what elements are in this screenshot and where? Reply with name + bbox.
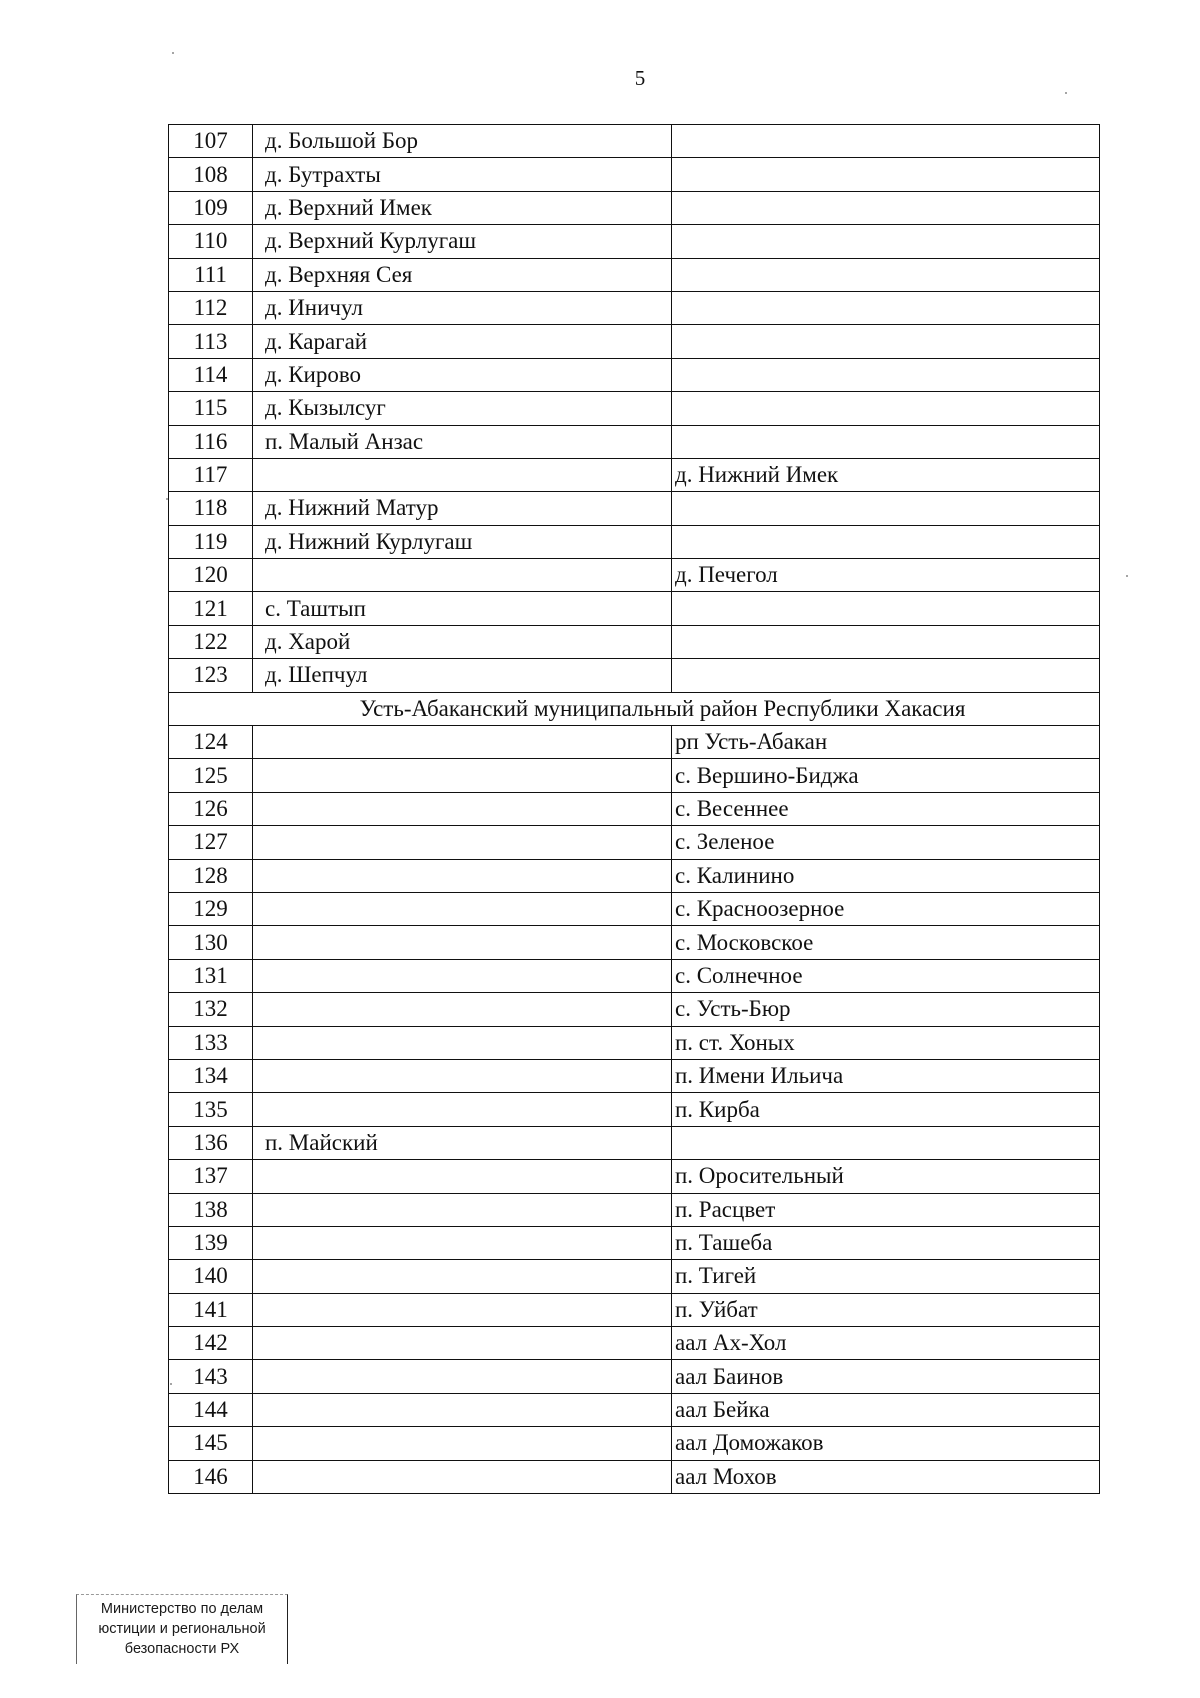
settlement-cell-col-a: д. Кирово bbox=[253, 358, 672, 391]
row-number-cell: 134 bbox=[169, 1059, 253, 1092]
settlement-cell-col-a: д. Харой bbox=[253, 625, 672, 658]
settlement-cell-col-b bbox=[672, 158, 1100, 191]
settlement-cell-col-a bbox=[253, 926, 672, 959]
table-row bbox=[169, 1193, 1100, 1226]
settlement-cell-col-b bbox=[672, 358, 1100, 391]
row-number-cell: 107 bbox=[169, 125, 253, 158]
settlement-cell-col-b bbox=[672, 291, 1100, 324]
settlement-cell-col-b bbox=[672, 625, 1100, 658]
row-number-cell: 142 bbox=[169, 1327, 253, 1360]
settlement-cell-col-a bbox=[253, 1226, 672, 1259]
settlement-cell-col-b: аал Бейка bbox=[672, 1393, 1100, 1426]
settlement-cell-col-a: д. Кызылсуг bbox=[253, 392, 672, 425]
table-row bbox=[169, 1160, 1100, 1193]
settlement-cell-col-a: д. Большой Бор bbox=[253, 125, 672, 158]
stamp-line-2: юстиции и региональной bbox=[98, 1621, 266, 1637]
table-row bbox=[169, 425, 1100, 458]
table-row bbox=[169, 458, 1100, 491]
row-number-cell: 126 bbox=[169, 792, 253, 825]
settlement-cell-col-b: с. Калинино bbox=[672, 859, 1100, 892]
row-number-cell: 111 bbox=[169, 258, 253, 291]
table-row bbox=[169, 559, 1100, 592]
settlement-cell-col-a: д. Нижний Матур bbox=[253, 492, 672, 525]
row-number-cell: 114 bbox=[169, 358, 253, 391]
table-row bbox=[169, 492, 1100, 525]
scan-speck bbox=[170, 1383, 172, 1385]
settlement-cell-col-a bbox=[253, 726, 672, 759]
settlement-cell-col-b: д. Печегол bbox=[672, 559, 1100, 592]
row-number-cell: 141 bbox=[169, 1293, 253, 1326]
table-section-row bbox=[169, 692, 1100, 725]
settlement-cell-col-b: п. Кирба bbox=[672, 1093, 1100, 1126]
settlement-cell-col-b: с. Вершино-Биджа bbox=[672, 759, 1100, 792]
table-row bbox=[169, 291, 1100, 324]
table-row bbox=[169, 392, 1100, 425]
table-row bbox=[169, 258, 1100, 291]
table-row bbox=[169, 926, 1100, 959]
settlement-cell-col-a bbox=[253, 1160, 672, 1193]
table-row bbox=[169, 892, 1100, 925]
row-number-cell: 110 bbox=[169, 225, 253, 258]
row-number-cell: 138 bbox=[169, 1193, 253, 1226]
table-row bbox=[169, 1293, 1100, 1326]
settlement-cell-col-b bbox=[672, 1126, 1100, 1159]
settlement-cell-col-a bbox=[253, 458, 672, 491]
row-number-cell: 121 bbox=[169, 592, 253, 625]
settlement-cell-col-a: д. Карагай bbox=[253, 325, 672, 358]
table-row bbox=[169, 1026, 1100, 1059]
table-row bbox=[169, 959, 1100, 992]
table-row bbox=[169, 525, 1100, 558]
settlement-cell-col-a bbox=[253, 1327, 672, 1360]
table-row bbox=[169, 1226, 1100, 1259]
table-row bbox=[169, 125, 1100, 158]
settlement-cell-col-b: п. Ташеба bbox=[672, 1226, 1100, 1259]
settlement-cell-col-b: рп Усть-Абакан bbox=[672, 726, 1100, 759]
row-number-cell: 143 bbox=[169, 1360, 253, 1393]
row-number-cell: 123 bbox=[169, 659, 253, 692]
row-number-cell: 124 bbox=[169, 726, 253, 759]
row-number-cell: 130 bbox=[169, 926, 253, 959]
table-row bbox=[169, 1093, 1100, 1126]
row-number-cell: 122 bbox=[169, 625, 253, 658]
settlement-cell-col-b: п. Оросительный bbox=[672, 1160, 1100, 1193]
stamp-line-1: Министерство по делам bbox=[100, 1601, 264, 1617]
settlement-cell-col-a: с. Таштып bbox=[253, 592, 672, 625]
settlement-cell-col-b: п. Имени Ильича bbox=[672, 1059, 1100, 1092]
stamp-line-3: безопасности РХ bbox=[124, 1641, 240, 1657]
row-number-cell: 140 bbox=[169, 1260, 253, 1293]
settlement-cell-col-b bbox=[672, 191, 1100, 224]
settlement-cell-col-a bbox=[253, 759, 672, 792]
table-row bbox=[169, 759, 1100, 792]
row-number-cell: 108 bbox=[169, 158, 253, 191]
table-row bbox=[169, 191, 1100, 224]
scan-speck bbox=[1126, 575, 1128, 577]
row-number-cell: 137 bbox=[169, 1160, 253, 1193]
settlement-cell-col-b bbox=[672, 258, 1100, 291]
settlement-cell-col-a bbox=[253, 859, 672, 892]
settlement-cell-col-b: с. Весеннее bbox=[672, 792, 1100, 825]
settlement-cell-col-a bbox=[253, 1360, 672, 1393]
settlement-cell-col-a: д. Иничул bbox=[253, 291, 672, 324]
table-row bbox=[169, 826, 1100, 859]
table-row bbox=[169, 1393, 1100, 1426]
settlement-cell-col-b bbox=[672, 592, 1100, 625]
table-row bbox=[169, 726, 1100, 759]
settlement-cell-col-b: с. Солнечное bbox=[672, 959, 1100, 992]
settlement-cell-col-b: аал Ах-Хол bbox=[672, 1327, 1100, 1360]
settlements-table bbox=[168, 124, 1100, 1494]
settlement-cell-col-b bbox=[672, 492, 1100, 525]
settlement-cell-col-b: аал Доможаков bbox=[672, 1427, 1100, 1460]
settlement-cell-col-b: с. Усть-Бюр bbox=[672, 993, 1100, 1026]
settlement-cell-col-b: п. ст. Хоных bbox=[672, 1026, 1100, 1059]
settlement-cell-col-a: д. Верхний Имек bbox=[253, 191, 672, 224]
settlement-cell-col-a bbox=[253, 559, 672, 592]
settlement-cell-col-b bbox=[672, 659, 1100, 692]
table-row bbox=[169, 358, 1100, 391]
settlement-cell-col-a: д. Шепчул bbox=[253, 659, 672, 692]
settlement-cell-col-b: с. Красноозерное bbox=[672, 892, 1100, 925]
row-number-cell: 135 bbox=[169, 1093, 253, 1126]
row-number-cell: 144 bbox=[169, 1393, 253, 1426]
settlement-cell-col-a: п. Малый Анзас bbox=[253, 425, 672, 458]
table-row bbox=[169, 1059, 1100, 1092]
table-row bbox=[169, 625, 1100, 658]
table-row bbox=[169, 1327, 1100, 1360]
settlement-cell-col-a bbox=[253, 1193, 672, 1226]
page-number: 5 bbox=[634, 66, 646, 90]
settlement-cell-col-a bbox=[253, 959, 672, 992]
table-row bbox=[169, 592, 1100, 625]
row-number-cell: 128 bbox=[169, 859, 253, 892]
settlements-table-body bbox=[169, 125, 1100, 1494]
table-row bbox=[169, 325, 1100, 358]
settlement-cell-col-b: п. Тигей bbox=[672, 1260, 1100, 1293]
settlement-cell-col-a bbox=[253, 792, 672, 825]
row-number-cell: 139 bbox=[169, 1226, 253, 1259]
row-number-cell: 115 bbox=[169, 392, 253, 425]
table-row bbox=[169, 1460, 1100, 1493]
table-row bbox=[169, 1427, 1100, 1460]
row-number-cell: 132 bbox=[169, 993, 253, 1026]
settlement-cell-col-b: аал Мохов bbox=[672, 1460, 1100, 1493]
scan-speck bbox=[1065, 92, 1067, 94]
settlement-cell-col-b: аал Баинов bbox=[672, 1360, 1100, 1393]
settlement-cell-col-a bbox=[253, 993, 672, 1026]
settlement-cell-col-a: д. Верхний Курлугаш bbox=[253, 225, 672, 258]
table-row bbox=[169, 792, 1100, 825]
settlement-cell-col-b bbox=[672, 525, 1100, 558]
row-number-cell: 109 bbox=[169, 191, 253, 224]
settlement-cell-col-a bbox=[253, 1059, 672, 1092]
table-row bbox=[169, 659, 1100, 692]
table-row bbox=[169, 993, 1100, 1026]
settlement-cell-col-a bbox=[253, 1260, 672, 1293]
table-row bbox=[169, 1260, 1100, 1293]
table-row bbox=[169, 1126, 1100, 1159]
row-number-cell: 117 bbox=[169, 458, 253, 491]
table-row bbox=[169, 158, 1100, 191]
table-row bbox=[169, 1360, 1100, 1393]
settlement-cell-col-b bbox=[672, 392, 1100, 425]
settlement-cell-col-a bbox=[253, 1460, 672, 1493]
row-number-cell: 145 bbox=[169, 1427, 253, 1460]
row-number-cell: 116 bbox=[169, 425, 253, 458]
settlement-cell-col-a bbox=[253, 892, 672, 925]
row-number-cell: 131 bbox=[169, 959, 253, 992]
settlement-cell-col-b: п. Уйбат bbox=[672, 1293, 1100, 1326]
row-number-cell: 136 bbox=[169, 1126, 253, 1159]
settlement-cell-col-b bbox=[672, 225, 1100, 258]
row-number-cell: 133 bbox=[169, 1026, 253, 1059]
row-number-cell: 118 bbox=[169, 492, 253, 525]
settlement-cell-col-b bbox=[672, 425, 1100, 458]
row-number-cell: 125 bbox=[169, 759, 253, 792]
row-number-cell: 120 bbox=[169, 559, 253, 592]
row-number-cell: 127 bbox=[169, 826, 253, 859]
settlement-cell-col-a bbox=[253, 1293, 672, 1326]
settlement-cell-col-a bbox=[253, 826, 672, 859]
settlement-cell-col-b: д. Нижний Имек bbox=[672, 458, 1100, 491]
settlement-cell-col-b bbox=[672, 125, 1100, 158]
row-number-cell: 113 bbox=[169, 325, 253, 358]
settlement-cell-col-a: п. Майский bbox=[253, 1126, 672, 1159]
settlement-cell-col-b: с. Зеленое bbox=[672, 826, 1100, 859]
settlements-table-container bbox=[168, 124, 1099, 1494]
scan-speck bbox=[166, 498, 168, 500]
scan-speck bbox=[172, 52, 174, 54]
settlement-cell-col-b: п. Расцвет bbox=[672, 1193, 1100, 1226]
settlement-cell-col-b: с. Московское bbox=[672, 926, 1100, 959]
table-row bbox=[169, 859, 1100, 892]
row-number-cell: 119 bbox=[169, 525, 253, 558]
table-row bbox=[169, 225, 1100, 258]
section-heading: Усть-Абаканский муниципальный район Республики Хакасия bbox=[169, 692, 1100, 725]
row-number-cell: 112 bbox=[169, 291, 253, 324]
row-number-cell: 129 bbox=[169, 892, 253, 925]
settlement-cell-col-b bbox=[672, 325, 1100, 358]
settlement-cell-col-a bbox=[253, 1427, 672, 1460]
settlement-cell-col-a bbox=[253, 1093, 672, 1126]
settlement-cell-col-a: д. Верхняя Сея bbox=[253, 258, 672, 291]
settlement-cell-col-a: д. Нижний Курлугаш bbox=[253, 525, 672, 558]
settlement-cell-col-a: д. Бутрахты bbox=[253, 158, 672, 191]
settlement-cell-col-a bbox=[253, 1026, 672, 1059]
ministry-stamp bbox=[76, 1594, 288, 1664]
settlement-cell-col-a bbox=[253, 1393, 672, 1426]
row-number-cell: 146 bbox=[169, 1460, 253, 1493]
